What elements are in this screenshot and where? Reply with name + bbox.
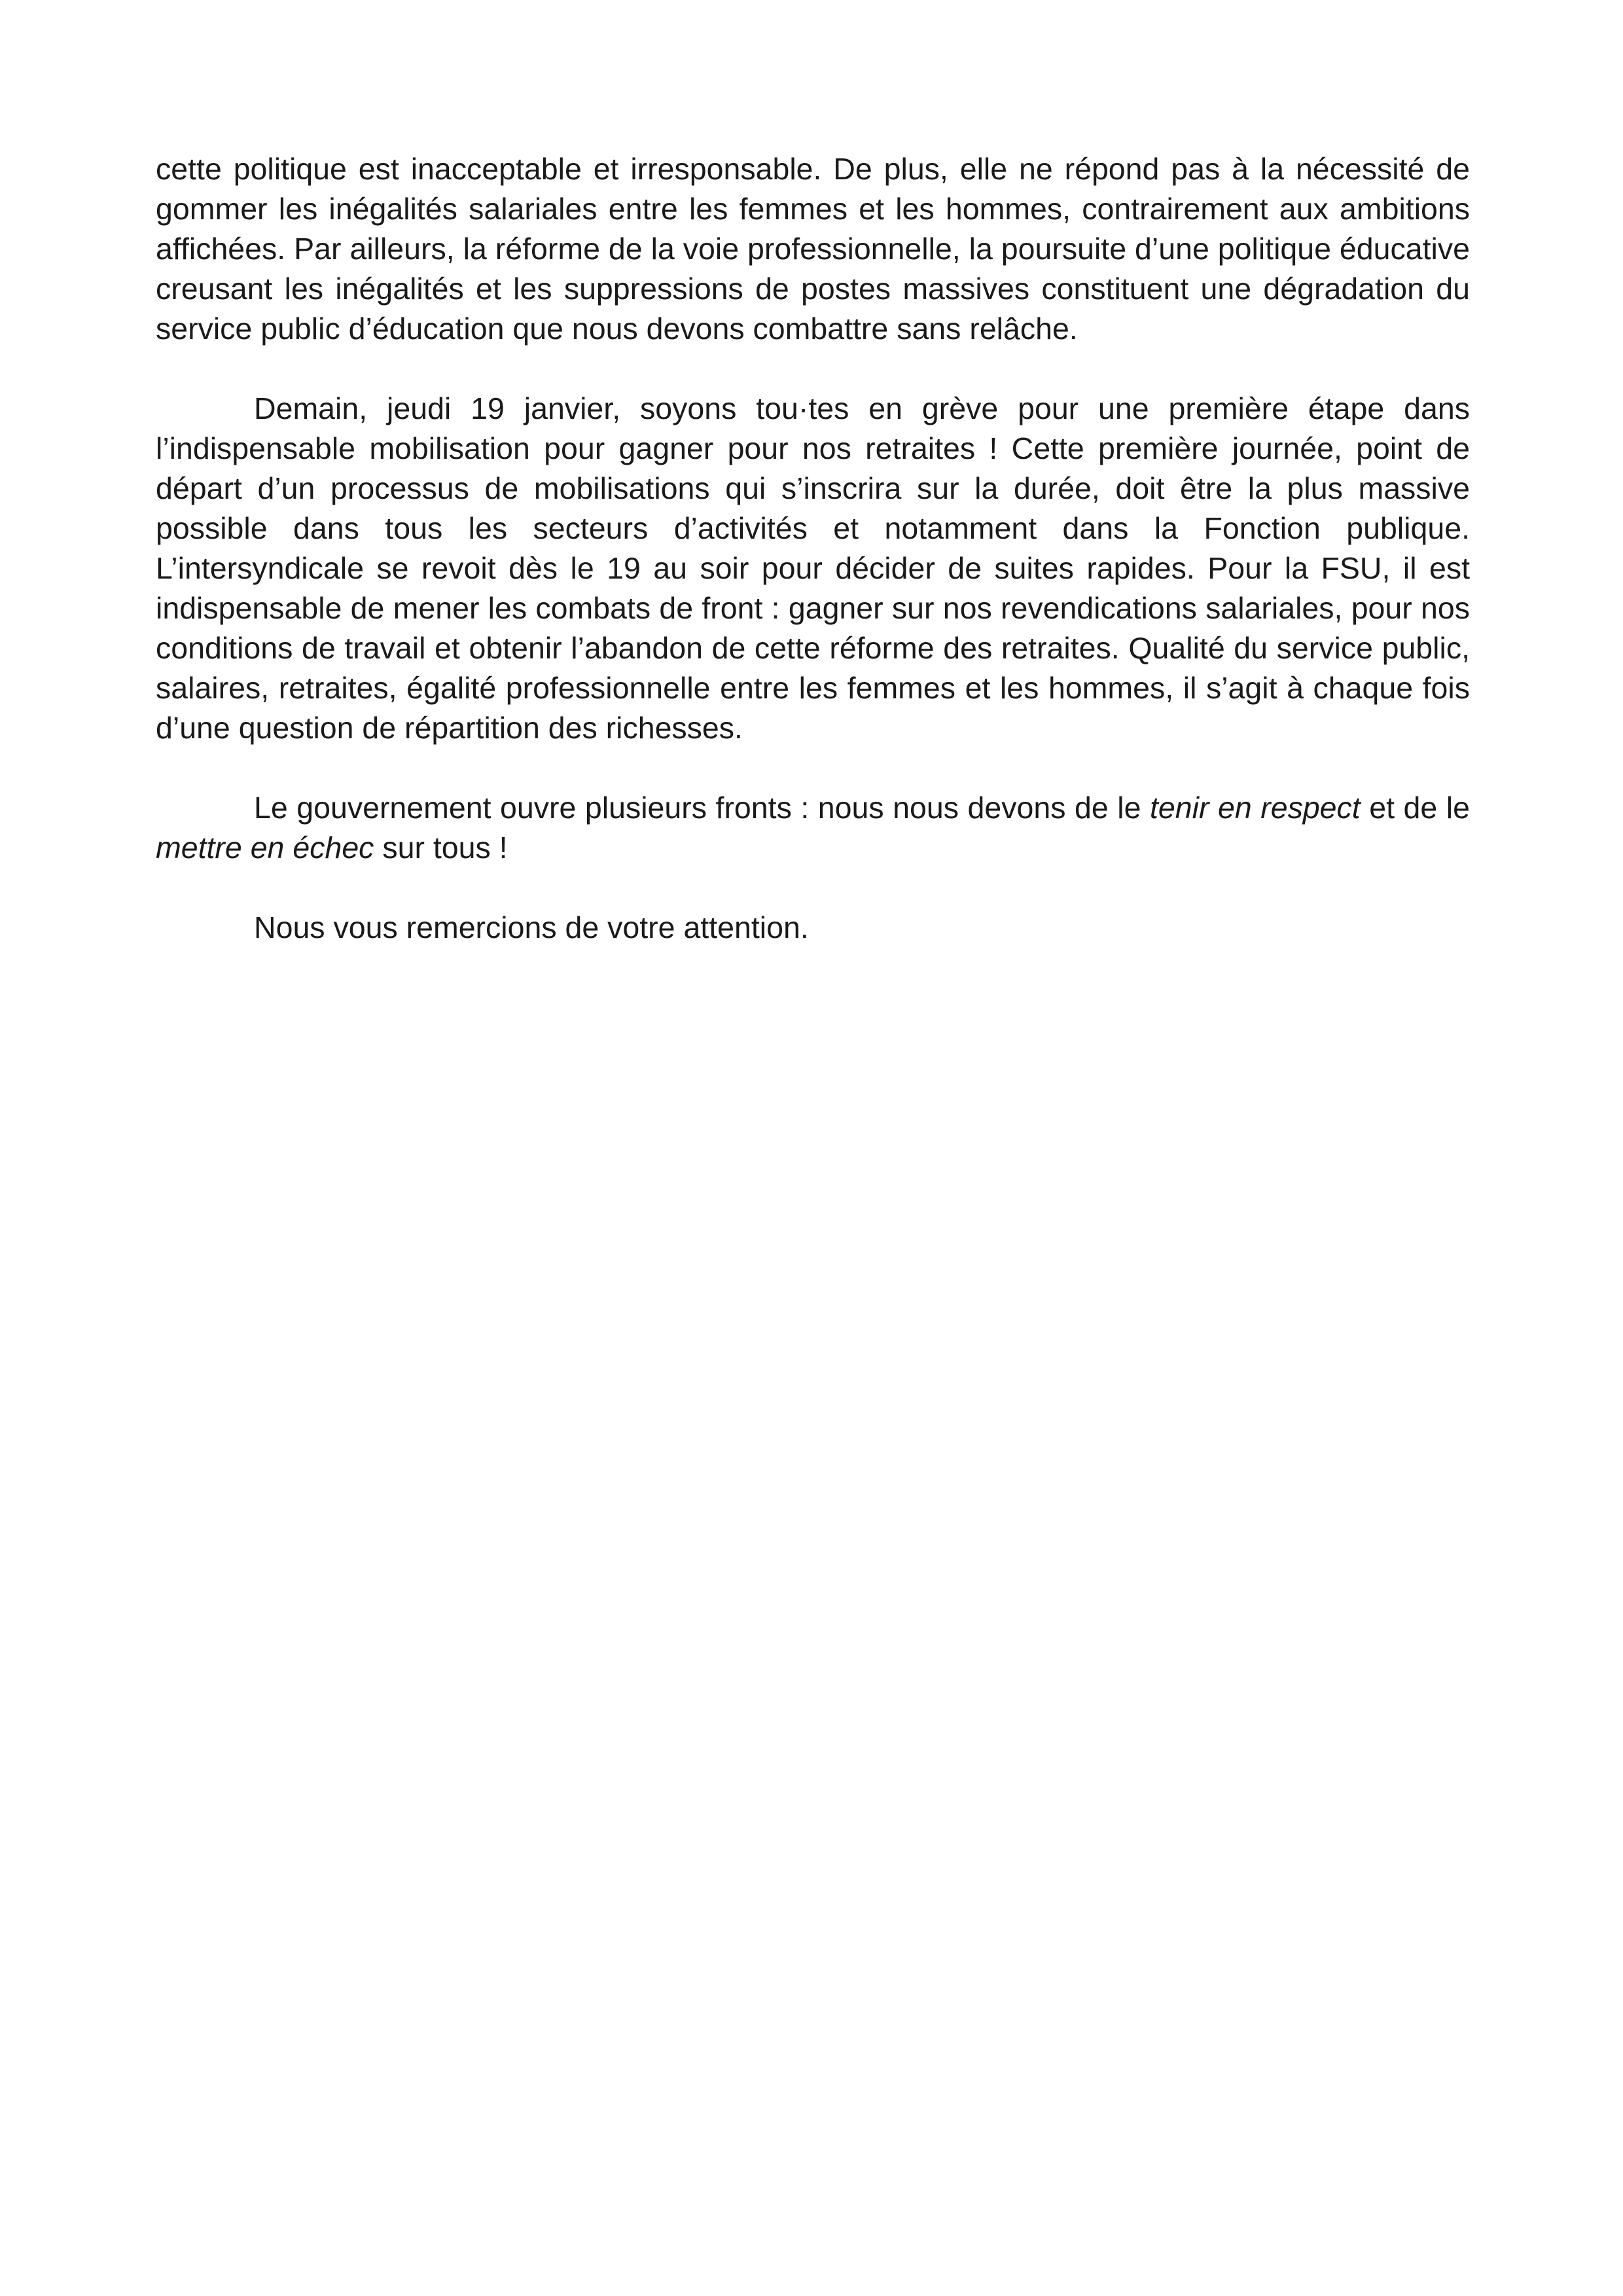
paragraph-3-italic-tenir-en-respect: tenir en respect [1149, 791, 1361, 825]
paragraph-3-text-part-3: sur tous ! [374, 831, 508, 865]
paragraph-3-text-part-2: et de le [1360, 791, 1471, 825]
paragraph-3 [156, 788, 1470, 868]
paragraph-2-text: Demain, jeudi 19 janvier, soyons tou·tes en grève pour une première étape dans l’indispensable mobilisation pour gagner pour nos retraites ! Cette première journée, point de départ d’un processus de mobilisations qui s’inscrira sur la durée, doit être la plus massive possible dans tous les secteurs d’activités et notamment dans la Fonction publique. L’intersyndicale se revoit dès le 19 au soir pour décider de suites rapides. Pour la FSU, il est indispensable de mener les combats de front : gagner sur nos revendications salariales, pour nos conditions de travail et obtenir l’abandon de cette réforme des retraites. Qualité du service public, salaires, retraites, égalité professionnelle entre les femmes et les hommes, il s’agit à chaque fois d’une question de répartition des richesses. [156, 391, 1470, 745]
paragraph-4-text: Nous vous remercions de votre attention. [254, 910, 809, 944]
document-body [156, 149, 1470, 988]
paragraph-1 [156, 149, 1470, 349]
paragraph-3-text-part-1: Le gouvernement ouvre plusieurs fronts : nous nous devons de le [254, 791, 1150, 825]
paragraph-1-text: cette politique est inacceptable et irresponsable. De plus, elle ne répond pas à la nécessité de gommer les inégalités salariales entre les femmes et les hommes, contrairement aux ambitions affichées. Par ailleurs, la réforme de la voie professionnelle, la poursuite d’une politique éducative creusant les inégalités et les suppressions de postes massives constituent une dégradation du service public d’éducation que nous devons combattre sans relâche. [156, 152, 1470, 346]
paragraph-3-italic-mettre-en-echec: mettre en échec [156, 831, 374, 865]
paragraph-2 [156, 389, 1470, 748]
paragraph-4 [156, 908, 1470, 948]
